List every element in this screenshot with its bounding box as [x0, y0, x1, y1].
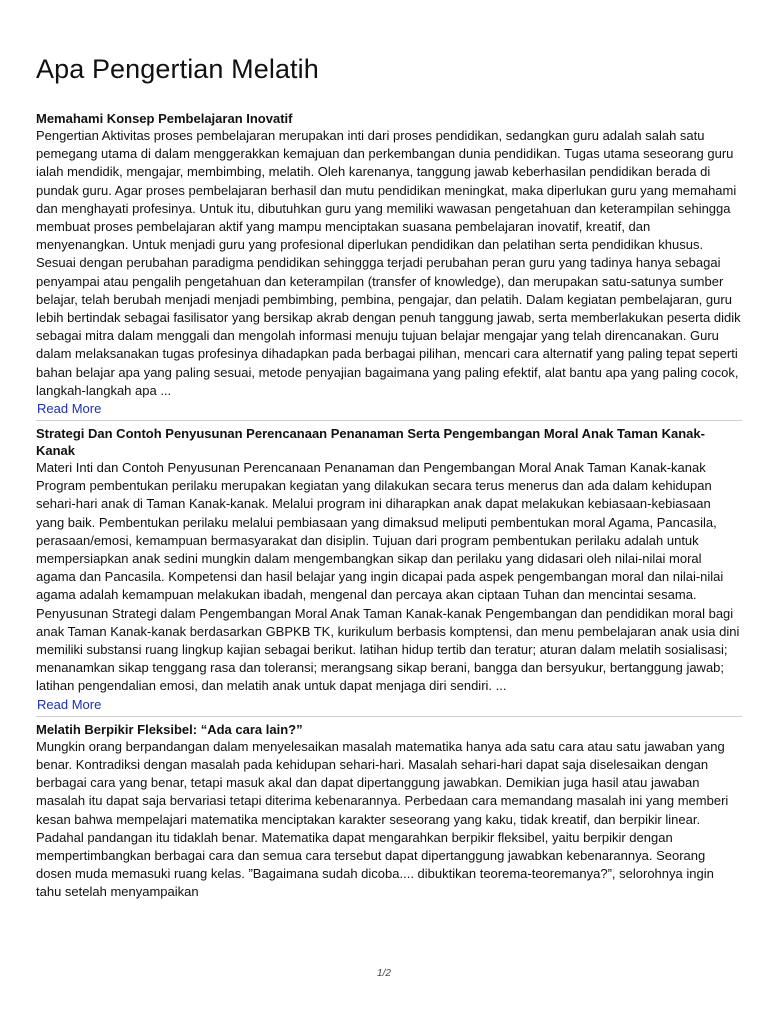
- article-3: [36, 721, 742, 902]
- article-1: [36, 110, 742, 418]
- page-title: Apa Pengertian Melatih: [36, 54, 319, 84]
- page-number: 1/2: [377, 968, 391, 979]
- document-page: [36, 50, 742, 902]
- article-2: [36, 425, 742, 714]
- read-more-link[interactable]: Read More: [37, 696, 102, 712]
- article-divider: [36, 716, 742, 717]
- article-body: Pengertian Aktivitas proses pembelajaran merupakan inti dari proses pendidikan, sedangkan guru adalah salah satu pemegang utama di dalam menggerakkan kemajuan dan perkembangan dunia pendidikan. Tugas utama seseorang guru ialah mendidik, mengajar, membimbing, melatih. Oleh karenanya, tanggung jawab keberhasilan pendidikan berada di pundak guru. Agar proses pembelajaran berhasil dan mutu pendidikan meningkat, maka diperlukan guru yang memahami dan menghayati profesinya. Untuk itu, dibutuhkan guru yang memiliki wawasan pengetahuan dan keterampilan sehingga membuat proses pembelajaran aktif yang mampu menciptakan suasana pembelajaran inovatif, kreatif, dan menyenangkan. Untuk menjadi guru yang profesional diperlukan pendidikan dan pelatihan serta pendidikan khusus. Sesuai dengan perubahan paradigma pendidikan sehinggga terjadi perubahan peran guru yang tadinya hanya sebagai penyampai atau pengalih pengetahuan dan keterampilan (transfer of knowledge), dan merupakan satu-satunya sumber belajar, telah berubah menjadi menjadi pembimbing, pembina, pengajar, dan pelatih. Dalam kegiatan pembelajaran, guru lebih bertindak sebagai fasilisator yang bersikap akrab dengan penuh tanggung jawab, serta memberlakukan peserta didik sebagai mitra dalam menggali dan mengolah informasi menuju tujuan belajar mengajar yang telah direncanakan. Guru dalam melaksanakan tugas profesinya dihadapkan pada berbagai pilihan, mencari cara alternatif yang paling tepat seperti bahan belajar apa yang paling sesuai, metode penyajian bagaimana yang paling efektif, alat bantu apa yang paling cocok, langkah-langkah apa ...: [36, 128, 741, 398]
- read-more-link[interactable]: Read More: [37, 401, 102, 417]
- article-body: Materi Inti dan Contoh Penyusunan Perencanaan Penanaman dan Pengembangan Moral Anak Taman Kanak-kanak Program pembentukan perilaku merupakan kegiatan yang dilakukan secara terus menerus dan ada dalam kehidupan sehari-hari anak di Taman Kanak-kanak. Melalui program ini diharapkan anak dapat melakukan kebiasaan-kebiasaan yang baik. Pembentukan perilaku melalui pembiasaan yang dimaksud meliputi pembentukan moral Agama, Pancasila, perasaan/emosi, kemampuan bermasyarakat dan disiplin. Tujuan dari program pembentukan perilaku adalah untuk mempersiapkan anak sedini mungkin dalam mengembangkan sikap dan perilaku yang didasari oleh nilai-nilai moral agama dan Pancasila. Kompetensi dan hasil belajar yang ingin dicapai pada aspek pengembangan moral dan nilai-nilai agama adalah kemampuan melakukan ibadah, mengenal dan percaya akan ciptaan Tuhan dan mencintai sesama. Penyusunan Strategi dalam Pengembangan Moral Anak Taman Kanak-kanak Pengembangan dan pendidikan moral bagi anak Taman Kanak-kanak berdasarkan GBPKB TK, kurikulum berbasis komptensi, dan menu pembelajaran anak usia dini memiliki substansi ruang lingkup kajian sebagai berikut. latihan hidup tertib dan teratur; aturan dalam melatih sosialisasi; menanamkan sikap tenggang rasa dan toleransi; merangsang sikap berani, bangga dan bersyukur, bertanggung jawab; latihan pengendalian emosi, dan melatih anak untuk dapat menjaga diri sendiri. ...: [36, 460, 740, 694]
- article-title: Melatih Berpikir Fleksibel: “Ada cara lain?”: [36, 721, 303, 737]
- article-title: Memahami Konsep Pembelajaran Inovatif: [36, 111, 293, 126]
- article-title: Strategi Dan Contoh Penyusunan Perencanaan Penanaman Serta Pengembangan Moral Anak Taman Kanak-Kanak: [36, 426, 705, 459]
- article-body: Mungkin orang berpandangan dalam menyelesaikan masalah matematika hanya ada satu cara atau satu jawaban yang benar. Kontradiksi dengan masalah pada kehidupan sehari-hari. Masalah sehari-hari dapat saja diselesaikan dengan berbagai cara yang benar, tetapi masuk akal dan dapat dipertanggung jawabkan. Demikian juga hasil atau jawaban masalah itu dapat saja bervariasi tetapi diterima kebenarannya. Perbedaan cara memandang masalah ini yang memberi kesan bahwa mempelajari matematika menciptakan karakter seseorang yang kaku, tidak kreatif, dan berpikir linear. Padahal pandangan itu tidaklah benar. Matematika dapat mengarahkan berpikir fleksibel, yaitu berpikir dengan mempertimbangkan berbagai cara dan semua cara tersebut dapat dipertanggung jawabkan kebenarannya. Seorang dosen muda memasuki ruang kelas. ”Bagaimana sudah dicoba.... dibuktikan teorema-teoremanya?”, selorohnya ingin tahu setelah menyampaikan: [36, 738, 729, 900]
- article-divider: [36, 420, 742, 421]
